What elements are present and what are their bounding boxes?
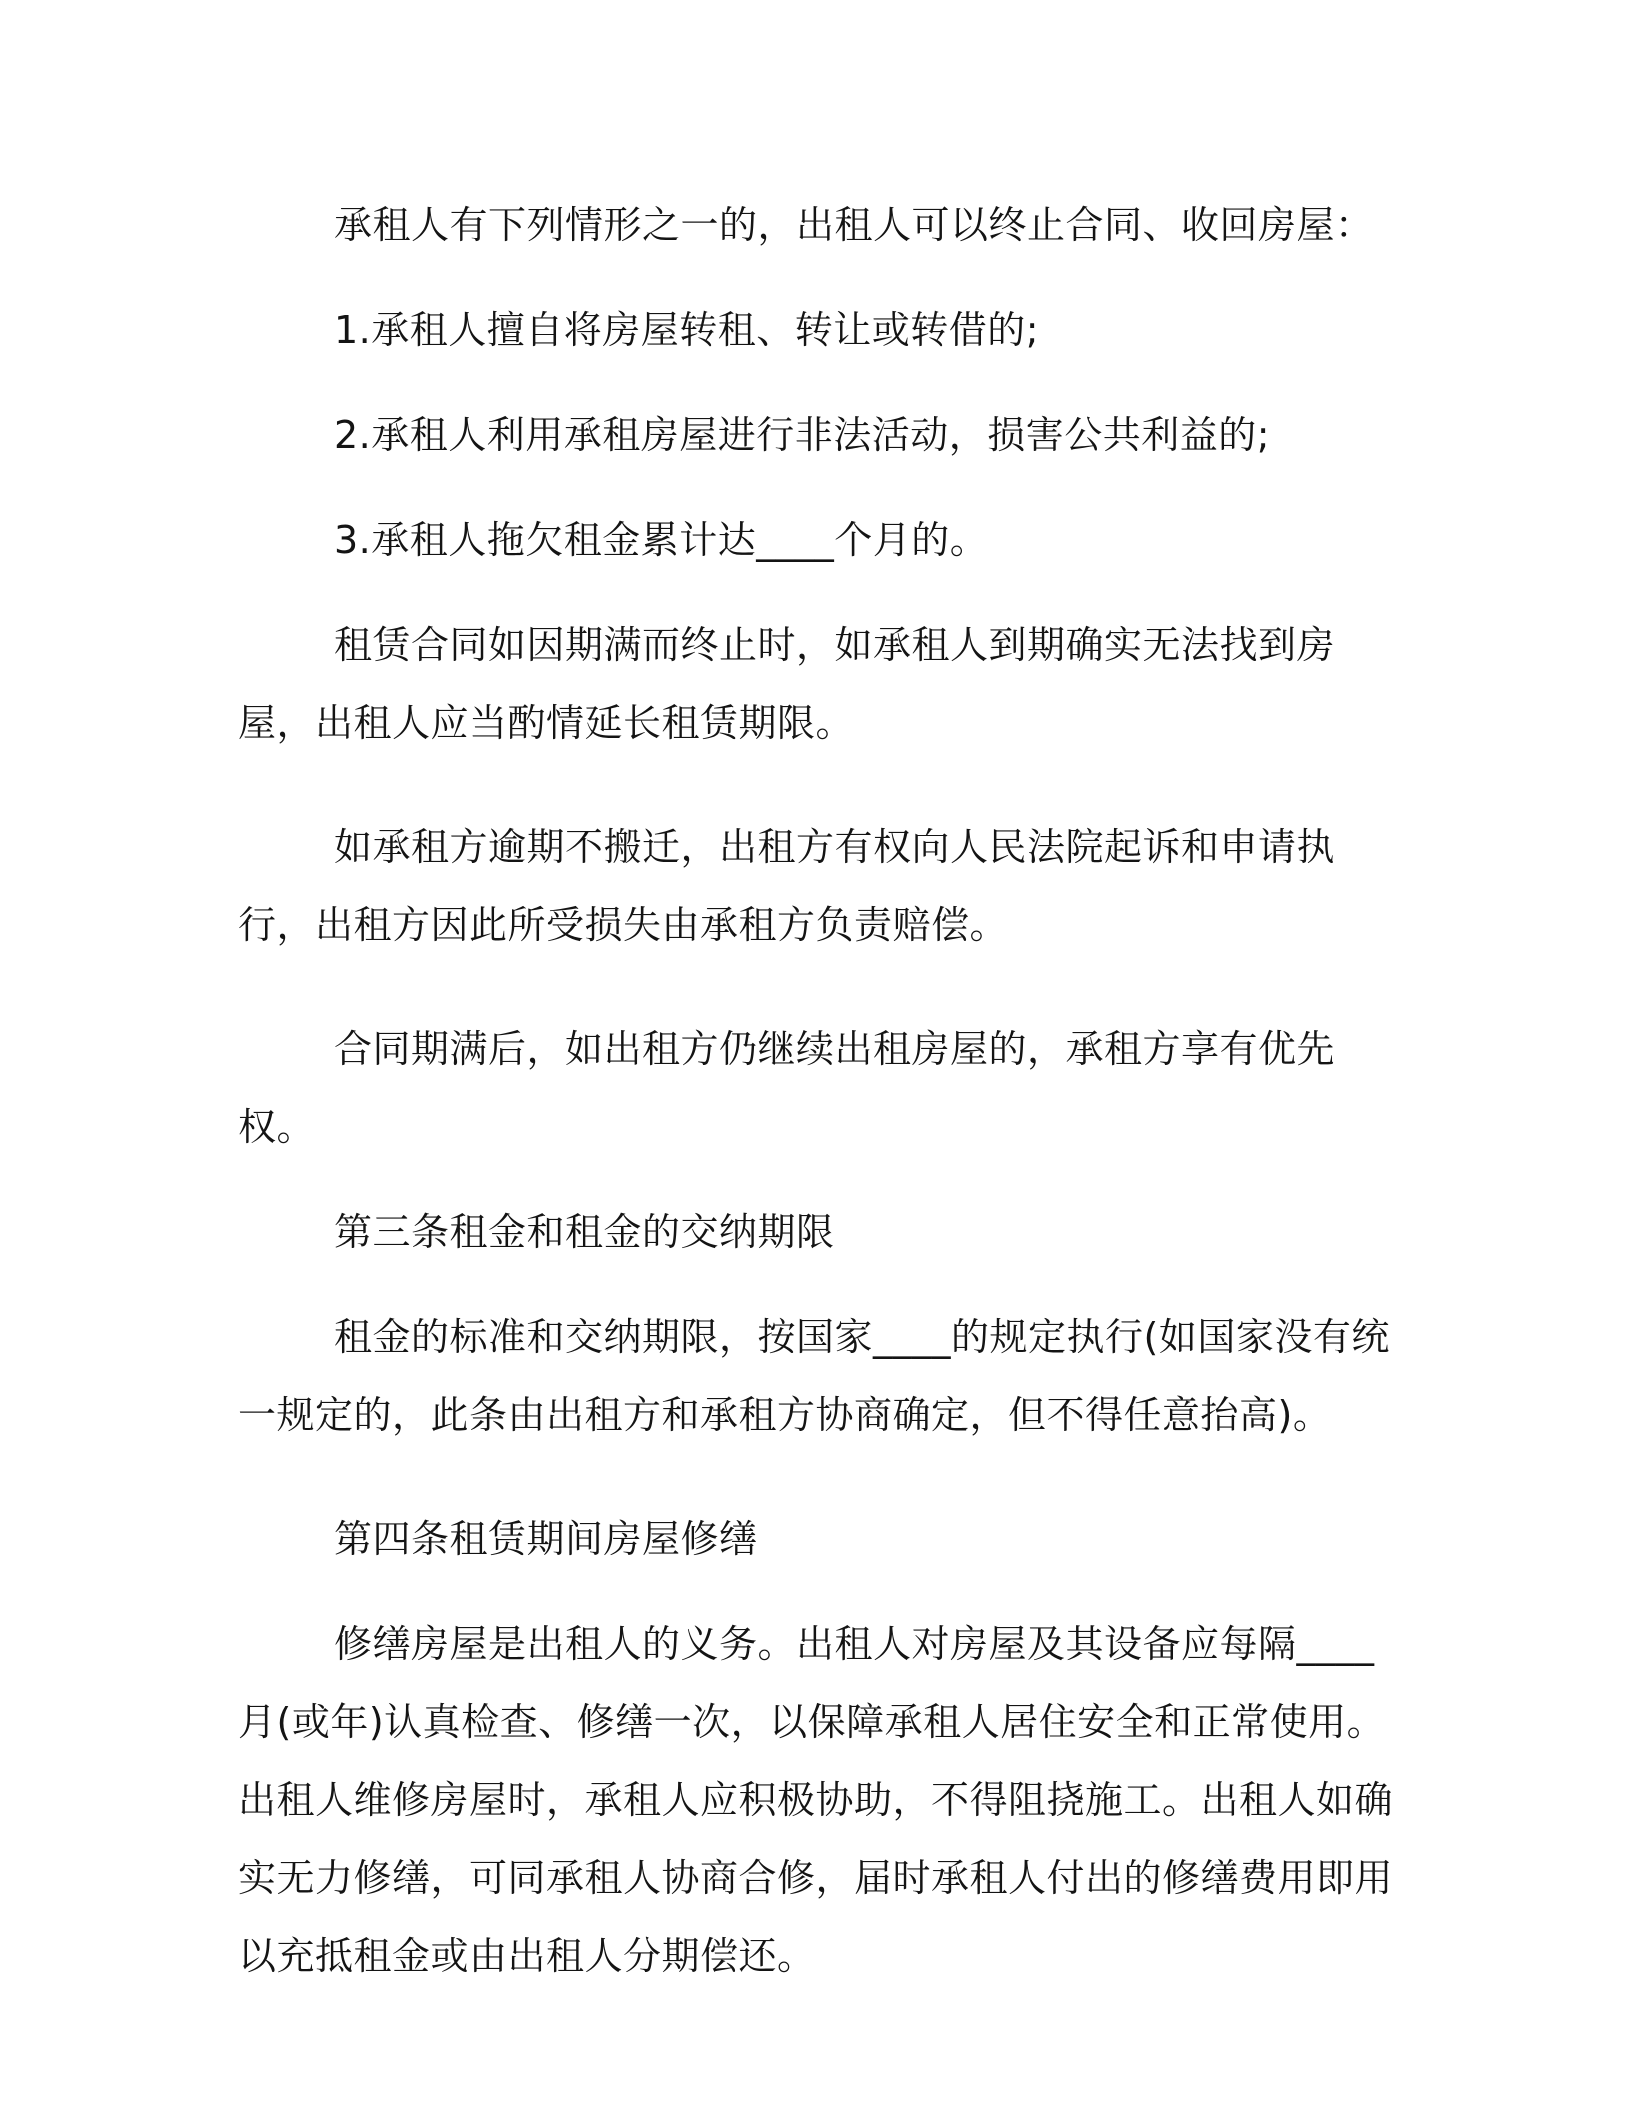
section-heading-article-4: 第四条租赁期间房屋修缮 xyxy=(334,1517,758,1561)
paragraph-rent-payment: 租金的标准和交纳期限，按国家____的规定执行(如国家没有统一规定的，此条由出租方和承租方协商确定，但不得任意抬高)。 xyxy=(238,1315,1390,1437)
paragraph-condition-1: 1.承租人擅自将房屋转租、转让或转借的; xyxy=(334,308,1040,352)
paragraph-condition-2: 2.承租人利用承租房屋进行非法活动，损害公共利益的; xyxy=(334,413,1271,457)
document-body xyxy=(238,186,1398,2041)
paragraph-condition-3: 3.承租人拖欠租金累计达____个月的。 xyxy=(334,518,989,562)
paragraph-priority-right: 合同期满后，如出租方仍继续出租房屋的，承租方享有优先权。 xyxy=(238,1027,1336,1149)
section-heading-article-3: 第三条租金和租金的交纳期限 xyxy=(334,1210,835,1254)
paragraph-termination-intro: 承租人有下列情形之一的，出租人可以终止合同、收回房屋： xyxy=(334,203,1374,247)
paragraph-eviction-compensation: 如承租方逾期不搬迁，出租方有权向人民法院起诉和申请执行，出租方因此所受损失由承租方负责赔偿。 xyxy=(238,825,1336,947)
paragraph-repair-obligation: 修缮房屋是出租人的义务。出租人对房屋及其设备应每隔____月(或年)认真检查、修缮一次，以保障承租人居住安全和正常使用。出租人维修房屋时，承租人应积极协助，不得阻挠施工。出租人如确实无力修缮，可同承租人协商合修，届时承租人付出的修缮费用即用以充抵租金或由出租人分期偿还。 xyxy=(238,1622,1394,1978)
paragraph-lease-extension: 租赁合同如因期满而终止时，如承租人到期确实无法找到房屋，出租人应当酌情延长租赁期限。 xyxy=(238,623,1336,745)
